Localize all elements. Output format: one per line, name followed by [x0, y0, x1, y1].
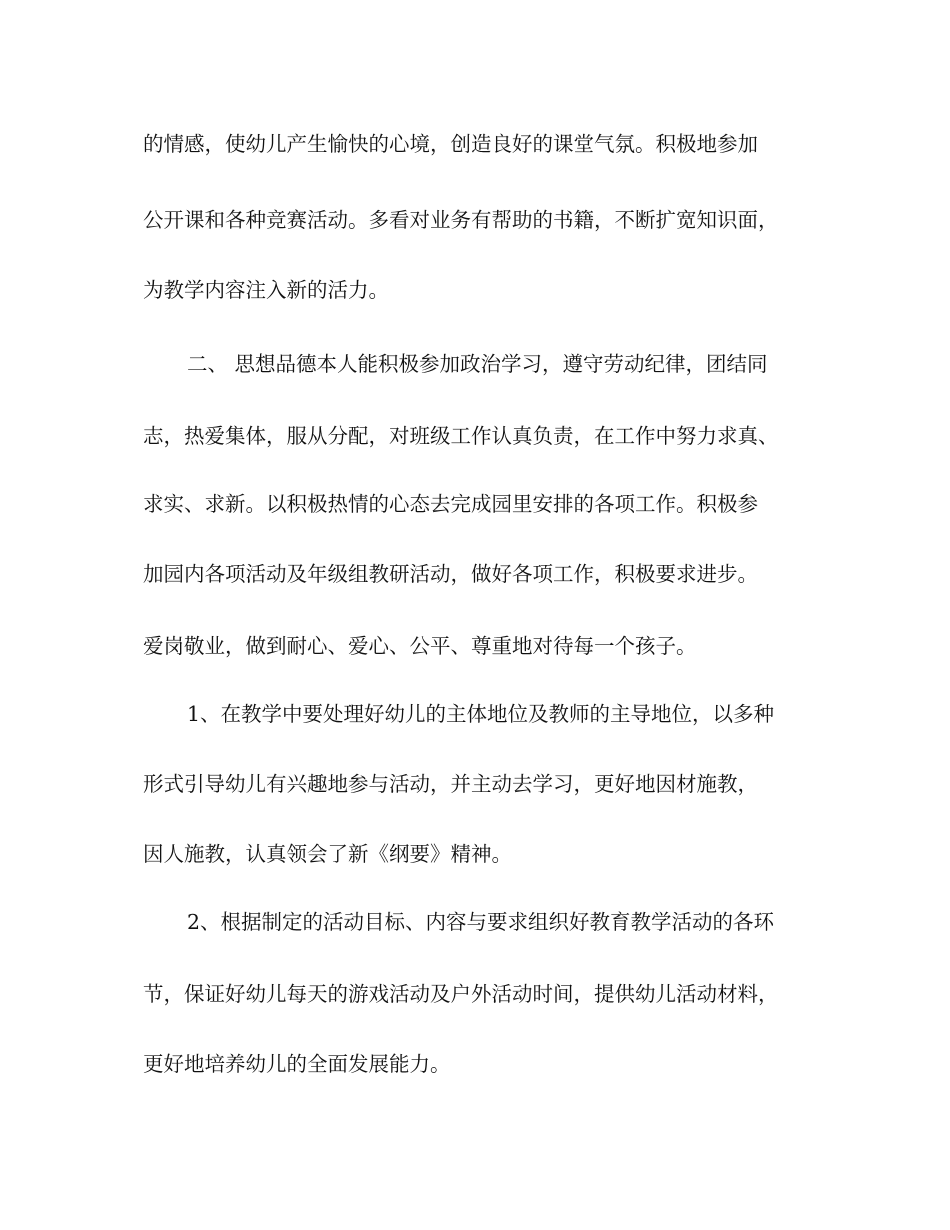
text-line: 求实、求新。以积极热情的心态去完成园里安排的各项工作。积极参 [143, 492, 758, 516]
text-line: 因人施教，认真领会了新《纲要》精神。 [143, 842, 512, 866]
section-heading-line: 二、 思想品德本人能积极参加政治学习，遵守劳动纪律，团结同 [187, 352, 768, 376]
list-item-line: 1、在教学中要处理好幼儿的主体地位及教师的主导地位，以多种 [187, 702, 775, 726]
text-line: 公开课和各种竞赛活动。多看对业务有帮助的书籍，不断扩宽知识面， [143, 208, 779, 232]
text-line: 志，热爱集体，服从分配，对班级工作认真负责，在工作中努力求真、 [143, 424, 779, 448]
text-line: 形式引导幼儿有兴趣地参与活动，并主动去学习，更好地因材施教， [143, 772, 758, 796]
text-line: 爱岗敬业，做到耐心、爱心、公平、尊重地对待每一个孩子。 [143, 634, 697, 658]
list-item-line: 2、根据制定的活动目标、内容与要求组织好教育教学活动的各环 [187, 910, 775, 934]
text-line: 节，保证好幼儿每天的游戏活动及户外活动时间，提供幼儿活动材料， [143, 982, 779, 1006]
text-line: 的情感，使幼儿产生愉快的心境，创造良好的课堂气氛。积极地参加 [143, 132, 758, 156]
text-line: 为教学内容注入新的活力。 [143, 278, 389, 302]
text-line: 更好地培养幼儿的全面发展能力。 [143, 1052, 451, 1076]
text-line: 加园内各项活动及年级组教研活动，做好各项工作，积极要求进步。 [143, 562, 758, 586]
